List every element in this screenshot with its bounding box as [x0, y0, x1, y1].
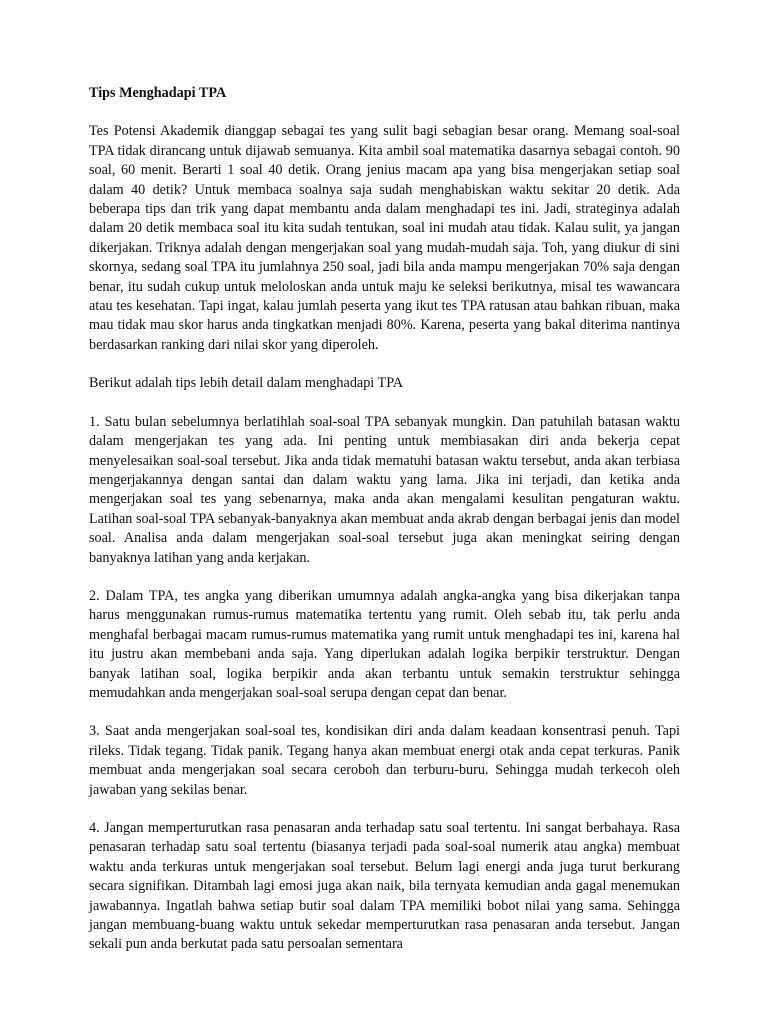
intro-paragraph: Tes Potensi Akademik dianggap sebagai tes yang sulit bagi sebagian besar orang. Memang soal-soal TPA tidak dirancang untuk dijawab semuanya. Kita ambil soal matematika dasarnya sebagai contoh. 90 soal, 60 menit. Berarti 1 soal 40 detik. Orang jenius macam apa yang bisa mengerjakan setiap soal dalam 40 detik? Untuk membaca soalnya saja sudah menghabiskan waktu sekitar 20 detik. Ada beberapa tips dan trik yang dapat membantu anda dalam menghadapi tes ini. Jadi, strateginya adalah dalam 20 detik membaca soal itu kita sudah tentukan, soal ini mudah atau tidak. Kalau sulit, ya jangan dikerjakan. Triknya adalah dengan mengerjakan soal yang mudah-mudah saja. Toh, yang diukur di sini skornya, sedang soal TPA itu jumlahnya 250 soal, jadi bila anda mampu mengerjakan 70% saja dengan benar, itu sudah cukup untuk meloloskan anda untuk maju ke seleksi berikutnya, misal tes wawancara atau tes kesehatan. Tapi ingat, kalau jumlah peserta yang ikut tes TPA ratusan atau bahkan ribuan, maka mau tidak mau skor harus anda tingkatkan menjadi 80%. Karena, peserta yang bakal diterima nantinya berdasarkan ranking dari nilai skor yang diperoleh.	[89, 123, 680, 353]
tip-paragraph-3: 3. Saat anda mengerjakan soal-soal tes, kondisikan diri anda dalam keadaan konsentrasi penuh. Tapi rileks. Tidak tegang. Tidak panik. Tegang hanya akan membuat energi otak anda cepat terkuras. Panik membuat anda mengerjakan soal secara ceroboh dan terburu-buru. Sehingga mudah terkecoh oleh jawaban yang sekilas benar.	[89, 723, 680, 798]
tip-paragraph-4: 4. Jangan memperturutkan rasa penasaran anda terhadap satu soal tertentu. Ini sangat berbahaya. Rasa penasaran terhadap satu soal tertentu (biasanya terjadi pada soal-soal numerik atau angka) membuat waktu anda terkuras untuk mengerjakan soal tersebut. Belum lagi energi anda juga turut berkurang secara signifikan. Ditambah lagi emosi juga akan naik, bila ternyata kemudian anda gagal menemukan jawabannya. Ingatlah bahwa setiap butir soal dalam TPA memiliki bobot nilai yang sama. Sehingga jangan membuang-buang waktu untuk sekedar memperturutkan rasa penasaran anda tersebut. Jangan sekali pun anda berkutat pada satu persoalan sementara	[89, 820, 680, 953]
lead-in-paragraph: Berikut adalah tips lebih detail dalam menghadapi TPA	[89, 375, 404, 392]
document-title: Tips Menghadapi TPA	[89, 85, 227, 101]
tip-paragraph-1: 1. Satu bulan sebelumnya berlatihlah soal-soal TPA sebanyak mungkin. Dan patuhilah batasan waktu dalam mengerjakan tes yang ada. Ini penting untuk membiasakan diri anda bekerja cepat menyelesaikan soal-soal tersebut. Jika anda tidak mematuhi batasan waktu tersebut, anda akan terbiasa mengerjakannya dengan santai dan dalam waktu yang lama. Jika ini terjadi, dan ketika anda mengerjakan soal tes yang sebenarnya, maka anda akan mengalami kesulitan pengaturan waktu. Latihan soal-soal TPA sebanyak-banyaknya akan membuat anda akrab dengan berbagai jenis dan model soal. Analisa anda dalam mengerjakan soal-soal tersebut juga akan meningkat seiring dengan banyaknya latihan yang anda kerjakan.	[89, 413, 680, 566]
document-page	[89, 84, 680, 974]
tip-paragraph-2: 2. Dalam TPA, tes angka yang diberikan umumnya adalah angka-angka yang bisa dikerjakan tanpa harus menggunakan rumus-rumus matematika tertentu yang rumit. Oleh sebab itu, tak perlu anda menghafal berbagai macam rumus-rumus matematika yang rumit untuk menghadapi tes ini, karena hal itu justru akan membebani anda saja. Yang diperlukan adalah logika berpikir terstruktur. Dengan banyak latihan soal, logika berpikir anda akan terbantu untuk semakin terstruktur sehingga memudahkan anda mengerjakan soal-soal serupa dengan cepat dan benar.	[89, 587, 680, 701]
